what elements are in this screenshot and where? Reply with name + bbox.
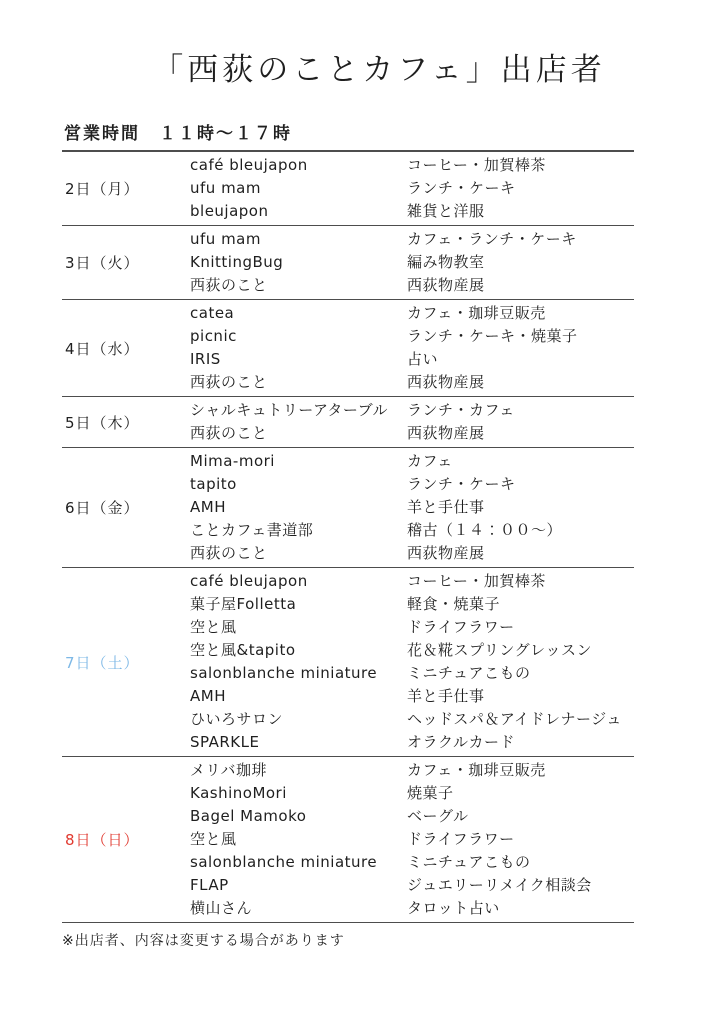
vendor-offering: コーヒー・加賀棒茶: [407, 156, 546, 175]
vendor-offering: ランチ・カフェ: [407, 401, 515, 420]
business-hours: 営業時間 １１時～１７時: [64, 124, 292, 145]
vendor-name: 菓子屋Folletta: [190, 595, 297, 614]
vendor-name: 空と風&tapito: [190, 641, 296, 660]
vendor-offering: カフェ・珈琲豆販売: [407, 304, 546, 323]
vendor-row: [190, 302, 634, 325]
vendor-name: Mima-mori: [190, 452, 275, 471]
vendor-row: [190, 450, 634, 473]
vendor-name: picnic: [190, 327, 237, 346]
vendor-offering: 占い: [407, 350, 439, 369]
vendor-row: [190, 177, 634, 200]
schedule-section: [62, 152, 634, 226]
page-title: 「西荻のことカフェ」出店者: [152, 52, 606, 88]
vendor-name: FLAP: [190, 876, 229, 895]
vendor-name: ことカフェ書道部: [190, 521, 314, 540]
vendor-offering: 西荻物産展: [407, 544, 485, 563]
vendor-offering: カフェ・ランチ・ケーキ: [407, 230, 577, 249]
vendor-name: café bleujapon: [190, 572, 308, 591]
vendor-name: ufu mam: [190, 179, 261, 198]
vendor-row: [190, 325, 634, 348]
vendor-rows: [190, 759, 634, 920]
vendor-row: [190, 399, 634, 422]
vendor-name: 空と風: [190, 618, 237, 637]
vendor-rows: [190, 154, 634, 223]
vendor-row: [190, 874, 634, 897]
footnote: ※出店者、内容は変更する場合があります: [62, 933, 345, 950]
vendor-name: bleujapon: [190, 202, 269, 221]
vendor-name: 空と風: [190, 830, 237, 849]
schedule-section: [62, 300, 634, 397]
vendor-offering: ミニチュアこもの: [407, 664, 531, 683]
vendor-row: [190, 422, 634, 445]
vendor-row: [190, 519, 634, 542]
vendor-offering: 羊と手仕事: [407, 498, 485, 517]
vendor-name: salonblanche miniature: [190, 853, 378, 872]
vendor-offering: 焼菓子: [407, 784, 454, 803]
vendor-row: [190, 496, 634, 519]
vendor-offering: 羊と手仕事: [407, 687, 485, 706]
vendor-row: [190, 662, 634, 685]
vendor-row: [190, 570, 634, 593]
vendor-name: SPARKLE: [190, 733, 260, 752]
vendor-offering: ドライフラワー: [407, 830, 515, 849]
vendor-offering: ランチ・ケーキ: [407, 179, 516, 198]
schedule-section: [62, 397, 634, 448]
vendor-rows: [190, 570, 634, 754]
vendor-name: 西荻のこと: [190, 373, 268, 392]
day-label: 2日（月）: [65, 180, 140, 199]
day-label: 6日（金）: [65, 499, 140, 518]
vendor-row: [190, 782, 634, 805]
schedule-section: [62, 757, 634, 923]
vendor-name: シャルキュトリーアターブル: [190, 401, 389, 420]
vendor-offering: カフェ: [407, 452, 453, 471]
day-label: 5日（木）: [65, 413, 140, 432]
vendor-offering: 稽古（１４：００～）: [407, 521, 563, 540]
vendor-name: メリバ珈琲: [190, 761, 268, 780]
vendor-offering: ミニチュアこもの: [407, 853, 531, 872]
vendor-offering: コーヒー・加賀棒茶: [407, 572, 546, 591]
vendor-name: Bagel Mamoko: [190, 807, 307, 826]
vendor-name: catea: [190, 304, 235, 323]
vendor-offering: 西荻物産展: [407, 373, 485, 392]
vendor-name: 西荻のこと: [190, 544, 268, 563]
vendor-offering: 雑貨と洋服: [407, 202, 485, 221]
vendor-offering: 軽食・焼菓子: [407, 595, 501, 614]
vendor-row: [190, 348, 634, 371]
vendor-row: [190, 897, 634, 920]
vendor-offering: ジュエリーリメイク相談会: [407, 876, 592, 895]
day-label: 4日（水）: [65, 339, 140, 358]
vendor-rows: [190, 450, 634, 565]
vendor-name: ひいろサロン: [190, 710, 284, 729]
vendor-name: tapito: [190, 475, 237, 494]
vendor-name: AMH: [190, 498, 226, 517]
vendor-row: [190, 200, 634, 223]
vendor-offering: 花＆糀スプリングレッスン: [407, 641, 592, 660]
day-label: 3日（火）: [65, 254, 140, 273]
vendor-row: [190, 274, 634, 297]
vendor-name: café bleujapon: [190, 156, 308, 175]
vendor-rows: [190, 228, 634, 297]
vendor-offering: ベーグル: [407, 807, 469, 826]
vendor-offering: タロット占い: [407, 899, 500, 918]
vendor-offering: カフェ・珈琲豆販売: [407, 761, 546, 780]
vendor-row: [190, 371, 634, 394]
day-label: 7日（土）: [65, 653, 140, 672]
vendor-row: [190, 805, 634, 828]
vendor-row: [190, 851, 634, 874]
day-label: 8日（日）: [65, 831, 140, 850]
vendor-row: [190, 759, 634, 782]
vendor-offering: ランチ・ケーキ・焼菓子: [407, 327, 578, 346]
vendor-name: IRIS: [190, 350, 221, 369]
vendor-offering: 西荻物産展: [407, 276, 485, 295]
schedule-section: [62, 226, 634, 300]
vendor-row: [190, 251, 634, 274]
vendor-row: [190, 828, 634, 851]
vendor-row: [190, 473, 634, 496]
vendor-row: [190, 639, 634, 662]
vendor-name: ufu mam: [190, 230, 261, 249]
vendor-name: 横山さん: [190, 899, 253, 918]
vendor-row: [190, 708, 634, 731]
vendor-offering: 編み物教室: [407, 253, 485, 272]
schedule-table: [62, 150, 634, 923]
vendor-name: 西荻のこと: [190, 276, 268, 295]
vendor-name: salonblanche miniature: [190, 664, 378, 683]
vendor-rows: [190, 302, 634, 394]
vendor-name: KnittingBug: [190, 253, 284, 272]
vendor-row: [190, 228, 634, 251]
vendor-offering: ランチ・ケーキ: [407, 475, 516, 494]
vendor-rows: [190, 399, 634, 445]
vendor-name: 西荻のこと: [190, 424, 268, 443]
schedule-section: [62, 448, 634, 568]
vendor-row: [190, 593, 634, 616]
vendor-row: [190, 685, 634, 708]
vendor-row: [190, 731, 634, 754]
vendor-row: [190, 154, 634, 177]
vendor-offering: ドライフラワー: [407, 618, 515, 637]
vendor-row: [190, 616, 634, 639]
vendor-row: [190, 542, 634, 565]
vendor-offering: ヘッドスパ＆アイドレナージュ: [407, 710, 622, 729]
schedule-section: [62, 568, 634, 757]
vendor-name: KashinoMori: [190, 784, 287, 803]
vendor-offering: 西荻物産展: [407, 424, 485, 443]
vendor-offering: オラクルカード: [407, 733, 516, 752]
vendor-name: AMH: [190, 687, 226, 706]
